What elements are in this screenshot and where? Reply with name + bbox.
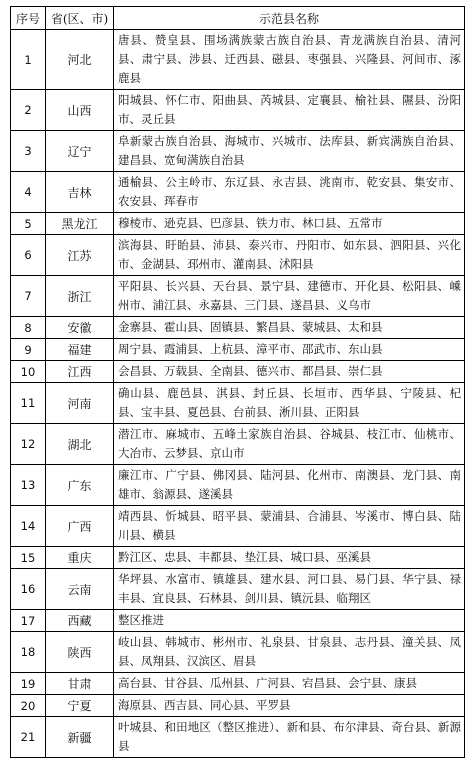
row-number: 8: [11, 317, 46, 339]
row-number: 15: [11, 547, 46, 569]
table-row: [11, 673, 465, 695]
row-province: 新疆: [46, 717, 114, 758]
table-row: [11, 695, 465, 717]
row-province: 宁夏: [46, 695, 114, 717]
row-province: 安徽: [46, 317, 114, 339]
row-province: 甘肃: [46, 673, 114, 695]
row-province: 江西: [46, 361, 114, 383]
row-province: 吉林: [46, 172, 114, 213]
row-province: 广东: [46, 465, 114, 506]
table-row: [11, 90, 465, 131]
table-row: [11, 717, 465, 758]
row-counties: 平阳县、长兴县、天台县、景宁县、建德市、开化县、松阳县、嵊州市、浦江县、永嘉县、三门县、遂昌县、义乌市: [114, 276, 465, 317]
table-row: [11, 610, 465, 632]
row-province: 福建: [46, 339, 114, 361]
row-number: 6: [11, 235, 46, 276]
row-counties: 会昌县、万载县、全南县、德兴市、都昌县、崇仁县: [114, 361, 465, 383]
row-counties: 海原县、西吉县、同心县、平罗县: [114, 695, 465, 717]
table-row: [11, 569, 465, 610]
row-number: 18: [11, 632, 46, 673]
row-counties: 潜江市、麻城市、五峰土家族自治县、谷城县、枝江市、仙桃市、大冶市、云梦县、京山市: [114, 424, 465, 465]
table-row: [11, 172, 465, 213]
table-row: [11, 547, 465, 569]
table-row: [11, 317, 465, 339]
row-province: 湖北: [46, 424, 114, 465]
table-row: [11, 361, 465, 383]
row-counties: 确山县、鹿邑县、淇县、封丘县、长垣市、西华县、宁陵县、杞县、宝丰县、夏邑县、台前县、淅川县、正阳县: [114, 383, 465, 424]
table-row: [11, 131, 465, 172]
row-counties: 华坪县、水富市、镇雄县、建水县、河口县、易门县、华宁县、禄丰县、宜良县、石林县、剑川县、镇沅县、临翔区: [114, 569, 465, 610]
row-number: 2: [11, 90, 46, 131]
row-number: 9: [11, 339, 46, 361]
row-counties: 唐县、赞皇县、围场满族蒙古族自治县、青龙满族自治县、清河县、肃宁县、涉县、迁西县、磁县、枣强县、兴隆县、河间市、涿鹿县: [114, 30, 465, 90]
row-counties: 阳城县、怀仁市、阳曲县、芮城县、定襄县、榆社县、隰县、汾阳市、灵丘县: [114, 90, 465, 131]
row-counties: 阜新蒙古族自治县、海城市、兴城市、法库县、新宾满族自治县、建昌县、宽甸满族自治县: [114, 131, 465, 172]
demonstration-county-table: [10, 6, 465, 758]
row-number: 19: [11, 673, 46, 695]
table-row: [11, 339, 465, 361]
row-province: 辽宁: [46, 131, 114, 172]
row-number: 4: [11, 172, 46, 213]
table-row: [11, 424, 465, 465]
row-number: 20: [11, 695, 46, 717]
header-counties: 示范县名称: [114, 7, 465, 30]
row-number: 21: [11, 717, 46, 758]
row-number: 13: [11, 465, 46, 506]
table-row: [11, 213, 465, 235]
row-number: 3: [11, 131, 46, 172]
row-counties: 通榆县、公主岭市、东辽县、永吉县、洮南市、乾安县、集安市、农安县、珲春市: [114, 172, 465, 213]
row-counties: 黔江区、忠县、丰都县、垫江县、城口县、巫溪县: [114, 547, 465, 569]
row-counties: 滨海县、盱眙县、沛县、泰兴市、丹阳市、如东县、泗阳县、兴化市、金湖县、邳州市、灌南县、沭阳县: [114, 235, 465, 276]
row-province: 云南: [46, 569, 114, 610]
row-counties: 靖西县、忻城县、昭平县、蒙浦县、合浦县、岑溪市、博白县、陆川县、横县: [114, 506, 465, 547]
row-number: 5: [11, 213, 46, 235]
row-province: 浙江: [46, 276, 114, 317]
row-counties: 金寨县、霍山县、固镇县、繁昌县、蒙城县、太和县: [114, 317, 465, 339]
row-province: 广西: [46, 506, 114, 547]
row-counties: 周宁县、霞浦县、上杭县、漳平市、邵武市、东山县: [114, 339, 465, 361]
header-province: 省(区、市): [46, 7, 114, 30]
row-province: 重庆: [46, 547, 114, 569]
row-counties: 整区推进: [114, 610, 465, 632]
row-counties: 穆棱市、逊克县、巴彦县、铁力市、林口县、五常市: [114, 213, 465, 235]
row-counties: 叶城县、和田地区（整区推进）、新和县、布尔津县、奇台县、新源县: [114, 717, 465, 758]
table-row: [11, 30, 465, 90]
row-province: 山西: [46, 90, 114, 131]
table-row: [11, 506, 465, 547]
row-number: 7: [11, 276, 46, 317]
row-number: 17: [11, 610, 46, 632]
row-counties: 岐山县、韩城市、彬州市、礼泉县、甘泉县、志丹县、潼关县、凤县、凤翔县、汉滨区、眉县: [114, 632, 465, 673]
row-number: 12: [11, 424, 46, 465]
row-counties: 廉江市、广宁县、佛冈县、陆河县、化州市、南澳县、龙门县、南雄市、翁源县、遂溪县: [114, 465, 465, 506]
row-number: 16: [11, 569, 46, 610]
row-number: 11: [11, 383, 46, 424]
table-row: [11, 383, 465, 424]
row-province: 河北: [46, 30, 114, 90]
row-province: 河南: [46, 383, 114, 424]
row-number: 10: [11, 361, 46, 383]
table-row: [11, 235, 465, 276]
row-province: 江苏: [46, 235, 114, 276]
table-row: [11, 465, 465, 506]
row-province: 西藏: [46, 610, 114, 632]
table-row: [11, 632, 465, 673]
row-number: 14: [11, 506, 46, 547]
row-province: 陕西: [46, 632, 114, 673]
header-no: 序号: [11, 7, 46, 30]
table-header-row: [11, 7, 465, 30]
row-counties: 高台县、甘谷县、瓜州县、广河县、宕昌县、会宁县、康县: [114, 673, 465, 695]
row-province: 黑龙江: [46, 213, 114, 235]
table-row: [11, 276, 465, 317]
row-number: 1: [11, 30, 46, 90]
